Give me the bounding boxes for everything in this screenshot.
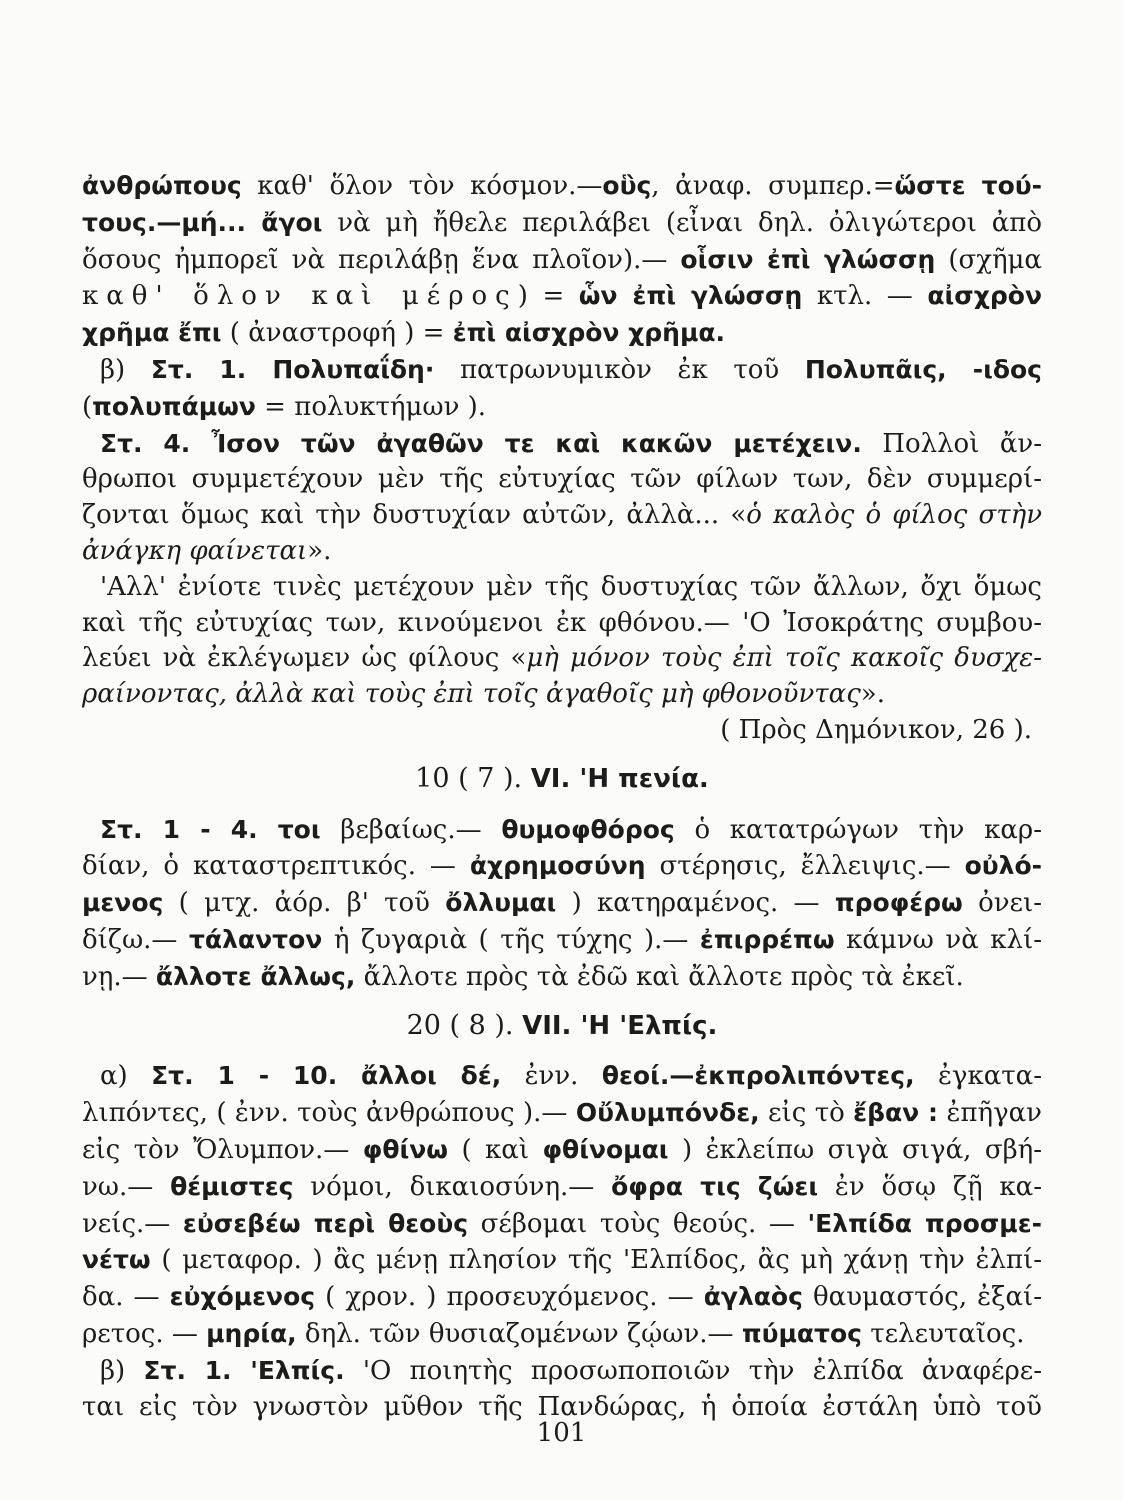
text-run: ἐν ὅσῳ ζῇ κα- — [818, 1171, 1042, 1202]
text-run: θρωποι συμμετέχουν μὲν τῆς εὐτυχίας τῶν φίλων των, δὲν συμμερί- — [82, 464, 1042, 495]
text-run: ἐπῆγαν — [938, 1098, 1042, 1129]
text-run: φθίνομαι — [542, 1134, 669, 1164]
text-run: λιπόντες, ( ἐνν. τοὺς ἀνθρώπους ).— — [82, 1098, 576, 1129]
text-run: εἰς τὸν Ὄλυμπον.— — [82, 1134, 363, 1165]
text-run: μὴ μόνον τοὺς ἐπὶ τοῖς κακοῖς δυσχε- — [526, 643, 1042, 674]
section-heading — [82, 761, 1042, 798]
text-run: (σχῆμα — [935, 244, 1042, 275]
text-run: τελευταῖος. — [862, 1318, 1025, 1349]
text-line — [82, 959, 1042, 996]
text-line — [82, 534, 1042, 570]
text-run: εἰς τὸ — [759, 1098, 854, 1129]
text-run: εὐχόμενος — [169, 1282, 316, 1312]
text-run: θεοί.—ἐκπρολιπόντες, — [601, 1061, 915, 1091]
text-run: 'Ελπίδα προσμε- — [807, 1208, 1042, 1238]
text-run: ( Πρὸς Δημόνικον, 26 ). — [720, 714, 1032, 745]
text-line — [82, 885, 1042, 922]
text-line — [82, 389, 1042, 426]
text-run: αἰσχρὸν — [927, 281, 1042, 311]
text-line — [82, 641, 1042, 677]
text-run: ) = — [517, 281, 579, 312]
text-run: σέβομαι τοὺς θεούς. — — [468, 1208, 808, 1239]
text-run: καθ' ὅλον καὶ μέρος — [82, 281, 518, 312]
text-run: ὁ κατατρώγων τὴν καρ- — [674, 814, 1042, 845]
text-run: Στ. 4. Ἶσον τῶν ἀγαθῶν τε καὶ κακῶν μετέχειν. — [100, 428, 862, 458]
text-line — [82, 462, 1042, 498]
text-run: ὁ καλὸς ὁ φίλος στὴν — [746, 500, 1042, 531]
text-run: πολυπάμων — [92, 391, 256, 421]
text-line — [82, 315, 1042, 352]
text-run: εὐσεβέω περὶ θεοὺς — [182, 1208, 469, 1238]
text-run: νῃ.— — [82, 961, 156, 992]
text-line — [82, 1095, 1042, 1132]
text-run: νόμοι, δικαιοσύνη.— — [293, 1171, 612, 1202]
text-run: Οὔλυμπόνδε, — [575, 1098, 760, 1128]
text-line — [82, 278, 1042, 315]
text-run: VII. 'Η 'Ελπίς. — [522, 1010, 718, 1041]
text-run: 20 ( 8 ). — [406, 1009, 523, 1041]
text-run: ἐπὶ αἰσχρὸν χρῆμα. — [452, 318, 726, 348]
text-run: ) ἐκλείπω σιγὰ σιγά, σβή- — [668, 1134, 1042, 1165]
text-run: ἄλλοτε ἄλλως, — [155, 961, 356, 991]
text-run: ὀνει- — [962, 888, 1042, 919]
text-run: ἐπιρρέπω — [699, 924, 835, 954]
text-run: ἐγκατα- — [914, 1061, 1042, 1092]
text-run: ἔβαν : — [853, 1098, 939, 1128]
text-run: ται εἰς τὸν γνωστὸν μῦθον τῆς Πανδώρας, ἡ ὁποία ἐστάλη ὑπὸ τοῦ — [82, 1391, 1042, 1422]
text-line — [82, 352, 1042, 389]
text-line — [82, 1242, 1042, 1279]
text-line — [82, 1169, 1042, 1206]
text-run: οἷσιν ἐπὶ γλώσσῃ — [680, 244, 936, 274]
text-line — [82, 242, 1042, 279]
text-run: ὄφρα τις ζώει — [611, 1171, 819, 1201]
text-line — [82, 205, 1042, 242]
text-run: πύματος — [741, 1318, 862, 1348]
text-run: Στ. 1 - 4. τοι — [100, 814, 321, 844]
page-body — [82, 168, 1042, 1425]
text-run: λεύει νὰ ἐκλέγωμεν ὡς φίλους « — [82, 643, 527, 674]
text-line — [82, 498, 1042, 534]
page-number: 101 — [536, 1418, 587, 1448]
text-line — [82, 1058, 1042, 1095]
text-run: ( μτχ. ἀόρ. β' τοῦ — [163, 888, 446, 919]
text-run: νω.— — [82, 1171, 171, 1202]
text-line — [82, 606, 1042, 642]
text-run: μενος — [82, 888, 164, 918]
text-run: ( μεταφορ. ) ἂς μένῃ πλησίον τῆς 'Ελπίδος, ἂς μὴ χάνῃ τὴν ἐλπί- — [150, 1245, 1042, 1276]
text-run: ». — [860, 679, 885, 710]
text-run: ἀχρημοσύνη — [469, 851, 646, 881]
text-run: δίζω.— — [82, 924, 189, 955]
text-run: ( χρον. ) προσευχόμενος. — — [315, 1282, 704, 1313]
text-run: VI. 'Η πενία. — [530, 763, 709, 794]
section-heading — [82, 1008, 1042, 1045]
text-run: μηρία, — [206, 1318, 297, 1348]
text-run: θυμοφθόρος — [501, 814, 675, 844]
text-line — [82, 848, 1042, 885]
text-line — [82, 1132, 1042, 1169]
text-run: ὧν ἐπὶ γλώσσῃ — [578, 281, 803, 311]
text-run: ὅσους ἠμπορεῖ νὰ περιλάβῃ ἕνα πλοῖον).— — [82, 244, 681, 275]
text-run: στέρησις, ἔλλειψις.— — [645, 851, 965, 882]
text-run: ». — [307, 535, 332, 566]
text-run: Πολυπᾶις, -ιδος — [804, 354, 1042, 384]
text-run: ) κατηραμένος. — — [556, 888, 835, 919]
text-line — [82, 1206, 1042, 1243]
text-run: δα. — — [82, 1282, 170, 1313]
text-run: προφέρω — [834, 888, 963, 918]
text-run: δηλ. τῶν θυσιαζομένων ζῴων.— — [296, 1318, 742, 1349]
citation — [82, 713, 1042, 749]
text-line — [82, 1353, 1042, 1390]
text-run: ζονται ὅμως καὶ τὴν δυστυχίαν αὐτῶν, ἀλλὰ... « — [82, 500, 747, 531]
text-run: ὄλλυμαι — [445, 888, 557, 918]
text-line — [82, 570, 1042, 606]
text-line — [82, 426, 1042, 463]
text-run: ἐνν. — [501, 1061, 602, 1092]
text-line — [82, 1316, 1042, 1353]
text-run: θέμιστες — [170, 1171, 294, 1201]
text-run: κτλ. — — [802, 281, 928, 312]
text-run: νέτω — [82, 1245, 151, 1275]
text-line — [82, 168, 1042, 205]
text-run: οὐλό- — [964, 851, 1042, 881]
text-run: ἀνάγκη φαίνεται — [82, 535, 308, 566]
text-run: χρῆμα ἔπι — [82, 318, 222, 348]
text-line — [82, 677, 1042, 713]
text-run: Στ. 1. 'Ελπίς. — [143, 1355, 345, 1385]
text-run: οὓς — [602, 171, 652, 200]
text-run: θαυμαστός, ἐξαί- — [802, 1282, 1042, 1313]
text-run: δίαν, ὁ καταστρεπτικός. — — [82, 851, 470, 882]
text-run: πατρωνυμικὸν ἐκ τοῦ — [434, 354, 805, 385]
text-run: 'Ο ποιητὴς προσωποποιῶν τὴν ἐλπίδα ἀναφέρε- — [344, 1355, 1042, 1386]
text-line — [82, 1279, 1042, 1316]
text-run: 10 ( 7 ). — [415, 762, 531, 794]
text-run: τους.—μή... ἄγοι — [82, 207, 323, 237]
text-run: ραίνοντας, ἀλλὰ καὶ τοὺς ἐπὶ τοῖς ἀγαθοῖς μὴ φθονοῦντας — [82, 679, 861, 710]
text-run: = πολυκτήμων ). — [255, 391, 487, 422]
text-run: Στ. 1. Πολυπαΐδη· — [150, 354, 435, 384]
text-run: ἀγλαὸς — [703, 1282, 803, 1312]
text-run: βεβαίως.— — [320, 814, 502, 845]
text-run: 'Αλλ' ἐνίοτε τινὲς μετέχουν μὲν τῆς δυστυχίας τῶν ἄλλων, ὄχι ὅμως — [100, 571, 1042, 602]
text-run: ἀνθρώπους — [82, 171, 242, 200]
text-run: ( — [82, 391, 93, 422]
text-line — [82, 922, 1042, 959]
text-run: Στ. 1 - 10. ἄλλοι δέ, — [151, 1061, 502, 1091]
text-run: α) — [100, 1061, 152, 1092]
text-run: νείς.— — [82, 1208, 183, 1239]
text-run: ( καὶ — [448, 1134, 543, 1165]
text-run: καὶ τῆς εὐτυχίας των, κινούμενοι ἐκ φθόνου.— 'Ο Ἰσοκράτης συμβου- — [82, 607, 1042, 638]
text-run: ὥστε τού- — [894, 171, 1042, 200]
text-run: τάλαντον — [188, 924, 323, 954]
text-run: ἄλλοτε πρὸς τὰ ἐδῶ καὶ ἄλλοτε πρὸς τὰ ἐκεῖ. — [355, 961, 964, 992]
text-run: ἡ ζυγαριὰ ( τῆς τύχης ).— — [322, 924, 700, 955]
text-line — [82, 812, 1042, 849]
text-run: ( ἀναστροφή ) = — [221, 318, 453, 349]
text-run: β) — [100, 1355, 144, 1386]
text-run: φθίνω — [362, 1134, 448, 1164]
text-run: ρετος. — — [82, 1318, 207, 1349]
text-run: Πολλοὶ ἄν- — [861, 428, 1042, 459]
text-run: β) — [100, 354, 151, 385]
text-run: κάμνω νὰ κλί- — [834, 924, 1042, 955]
text-run: , ἀναφ. συμπερ.= — [651, 171, 895, 201]
text-run: νὰ μὴ ἤθελε περιλάβει (εἶναι δηλ. ὀλιγώτεροι ἀπὸ — [322, 207, 1042, 238]
text-run: καθ' ὅλον τὸν κόσμον.— — [241, 171, 603, 201]
